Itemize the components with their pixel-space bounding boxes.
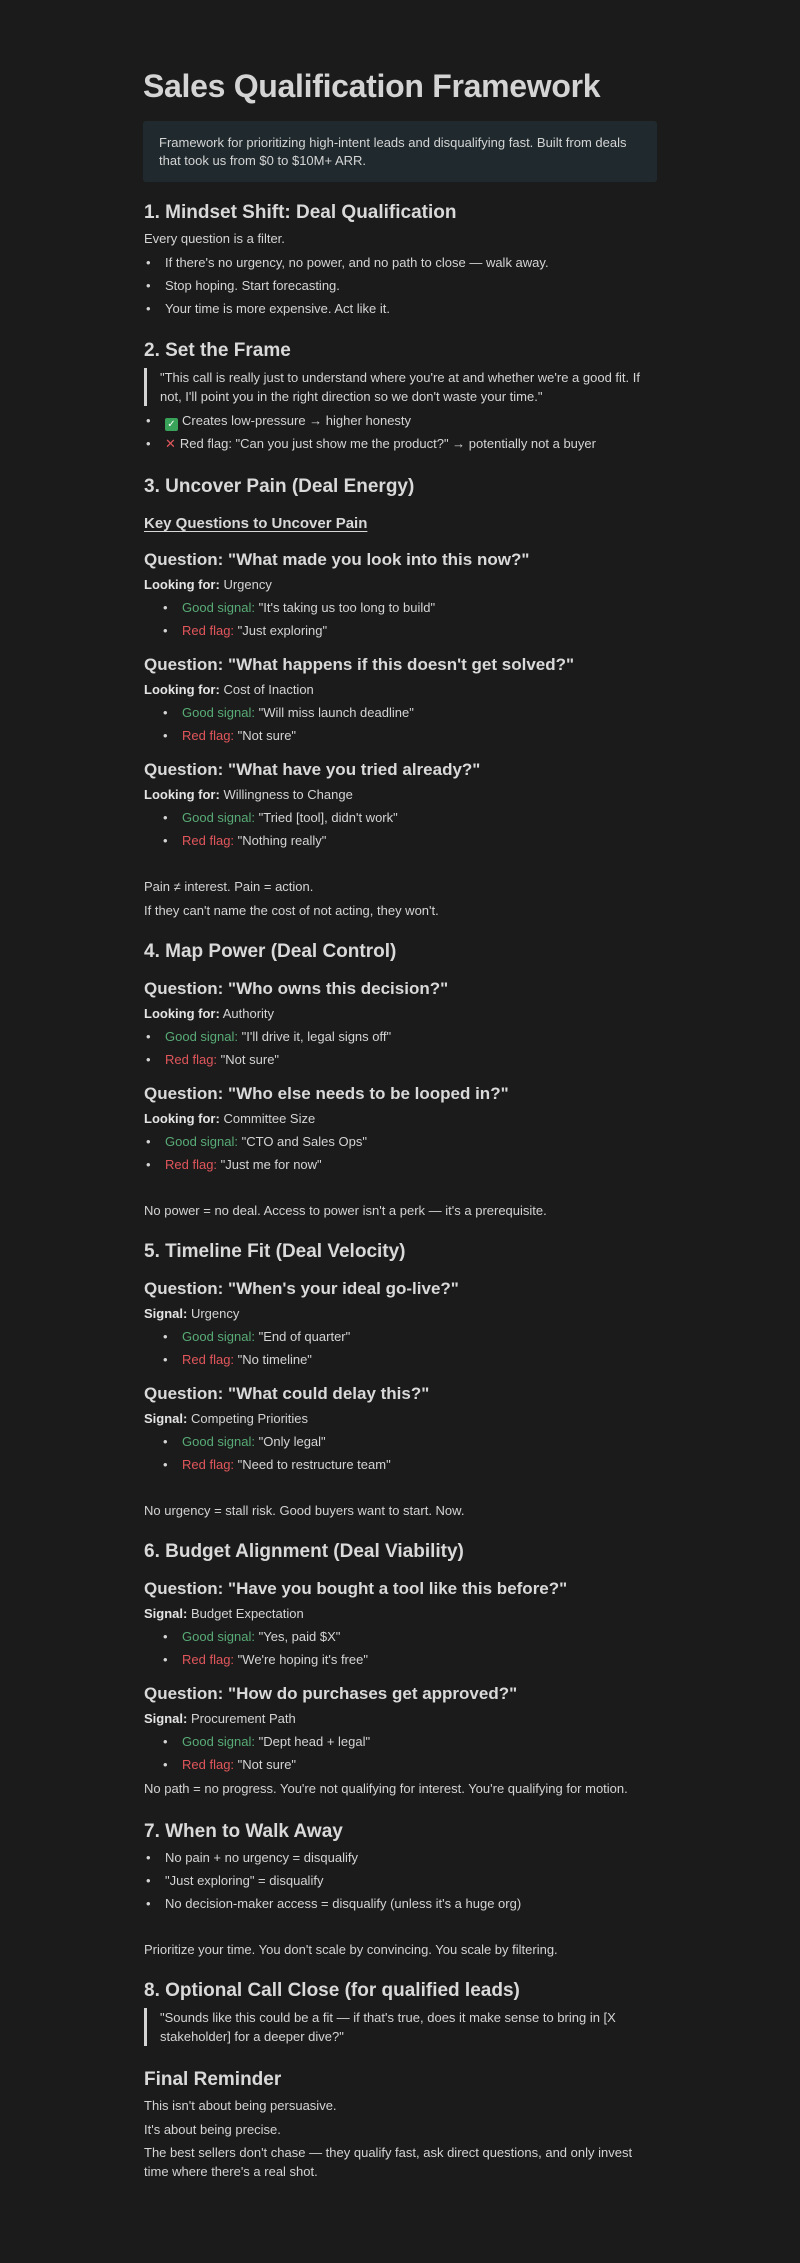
signal-line: Signal: Competing Priorities xyxy=(144,1411,309,1426)
red-flag: • Red flag: "Just me for now" xyxy=(165,1157,322,1172)
page-title: Sales Qualification Framework xyxy=(143,68,601,104)
question-heading: Question: "Who owns this decision?" xyxy=(144,979,449,998)
list-item: • ✓ Creates low-pressure → higher honesty xyxy=(165,413,411,431)
question-heading: Question: "How do purchases get approved?" xyxy=(144,1684,518,1703)
red-flag: • Red flag: "Nothing really" xyxy=(182,833,326,848)
good-signal: • Good signal: "Only legal" xyxy=(182,1434,326,1449)
signal-line: Signal: Procurement Path xyxy=(144,1711,296,1726)
section-3-subheading: Key Questions to Uncover Pain xyxy=(144,515,368,532)
section-5-note: No urgency = stall risk. Good buyers want to start. Now. xyxy=(144,1503,465,1518)
section-4-note: No power = no deal. Access to power isn't a perk — it's a prerequisite. xyxy=(144,1203,547,1218)
section-2-heading: 2. Set the Frame xyxy=(144,340,291,361)
red-flag: • Red flag: "Not sure" xyxy=(182,1757,296,1772)
good-signal: • Good signal: "Will miss launch deadline" xyxy=(182,705,414,720)
good-signal: • Good signal: "I'll drive it, legal signs off" xyxy=(165,1029,391,1044)
section-3-heading: 3. Uncover Pain (Deal Energy) xyxy=(144,476,415,497)
question-heading: Question: "When's your ideal go-live?" xyxy=(144,1279,459,1298)
section-3-note: Pain ≠ interest. Pain = action. xyxy=(144,879,314,894)
list-item: • If there's no urgency, no power, and no path to close — walk away. xyxy=(165,255,549,270)
red-flag: • Red flag: "Just exploring" xyxy=(182,623,327,638)
red-flag: • Red flag: "Not sure" xyxy=(165,1052,279,1067)
question-heading: Question: "What happens if this doesn't get solved?" xyxy=(144,655,575,674)
list-item: • ✕ Red flag: "Can you just show me the product?" → potentially not a buyer xyxy=(165,436,596,452)
list-item: • No pain + no urgency = disqualify xyxy=(165,1850,358,1865)
section-7-note: Prioritize your time. You don't scale by convincing. You scale by filtering. xyxy=(144,1942,558,1957)
section-1-heading: 1. Mindset Shift: Deal Qualification xyxy=(144,202,457,223)
cross-mark-icon: ✕ xyxy=(165,436,176,451)
section-3-note: If they can't name the cost of not acting, they won't. xyxy=(144,903,439,918)
final-line: This isn't about being persuasive. xyxy=(144,2098,337,2113)
red-flag: • Red flag: "Not sure" xyxy=(182,728,296,743)
good-signal: • Good signal: "CTO and Sales Ops" xyxy=(165,1134,367,1149)
good-signal: • Good signal: "It's taking us too long to build" xyxy=(182,600,435,615)
list-item: • No decision-maker access = disqualify (unless it's a huge org) xyxy=(165,1896,521,1911)
final-line: It's about being precise. xyxy=(144,2122,281,2137)
good-signal: • Good signal: "Dept head + legal" xyxy=(182,1734,370,1749)
section-6-note: No path = no progress. You're not qualifying for interest. You're qualifying for motion. xyxy=(144,1781,628,1796)
check-mark-icon: ✓ xyxy=(165,418,178,431)
section-4-heading: 4. Map Power (Deal Control) xyxy=(144,941,397,962)
question-heading: Question: "What have you tried already?" xyxy=(144,760,481,779)
looking-for: Looking for: Willingness to Change xyxy=(144,787,353,802)
list-item: • Stop hoping. Start forecasting. xyxy=(165,278,340,293)
good-signal: • Good signal: "Yes, paid $X" xyxy=(182,1629,340,1644)
red-flag: • Red flag: "We're hoping it's free" xyxy=(182,1652,368,1667)
section-7-heading: 7. When to Walk Away xyxy=(144,1821,343,1842)
question-heading: Question: "What could delay this?" xyxy=(144,1384,430,1403)
section-6-heading: 6. Budget Alignment (Deal Viability) xyxy=(144,1541,464,1562)
looking-for: Looking for: Committee Size xyxy=(144,1111,316,1126)
looking-for: Looking for: Cost of Inaction xyxy=(144,682,314,697)
looking-for: Looking for: Authority xyxy=(144,1006,275,1021)
signal-line: Signal: Budget Expectation xyxy=(144,1606,304,1621)
red-flag: • Red flag: "No timeline" xyxy=(182,1352,312,1367)
question-heading: Question: "Who else needs to be looped in?" xyxy=(144,1084,509,1103)
list-item: • "Just exploring" = disqualify xyxy=(165,1873,323,1888)
section-5-heading: 5. Timeline Fit (Deal Velocity) xyxy=(144,1241,406,1262)
list-item: • Your time is more expensive. Act like it. xyxy=(165,301,390,316)
call-close-quote: "Sounds like this could be a fit — if that's true, does it make sense to bring in [X stakeholder] for a deeper dive?" xyxy=(144,2008,644,2046)
frame-quote: "This call is really just to understand where you're at and whether we're a good fit. If not, I'll point you in the right direction so we don't waste your time." xyxy=(144,368,644,406)
section-1-lead: Every question is a filter. xyxy=(144,231,285,246)
final-paragraph: The best sellers don't chase — they qualify fast, ask direct questions, and only invest time where there's a real shot. xyxy=(144,2145,633,2179)
looking-for: Looking for: Urgency xyxy=(144,577,272,592)
question-heading: Question: "What made you look into this now?" xyxy=(144,550,530,569)
final-heading: Final Reminder xyxy=(144,2069,282,2090)
good-signal: • Good signal: "End of quarter" xyxy=(182,1329,350,1344)
red-flag: • Red flag: "Need to restructure team" xyxy=(182,1457,391,1472)
signal-line: Signal: Urgency xyxy=(144,1306,240,1321)
good-signal: • Good signal: "Tried [tool], didn't work" xyxy=(182,810,398,825)
section-8-heading: 8. Optional Call Close (for qualified leads) xyxy=(144,1980,520,2001)
intro-callout: Framework for prioritizing high-intent leads and disqualifying fast. Built from deals that took us from $0 to $10M+ ARR. xyxy=(143,121,657,182)
question-heading: Question: "Have you bought a tool like this before?" xyxy=(144,1579,568,1598)
